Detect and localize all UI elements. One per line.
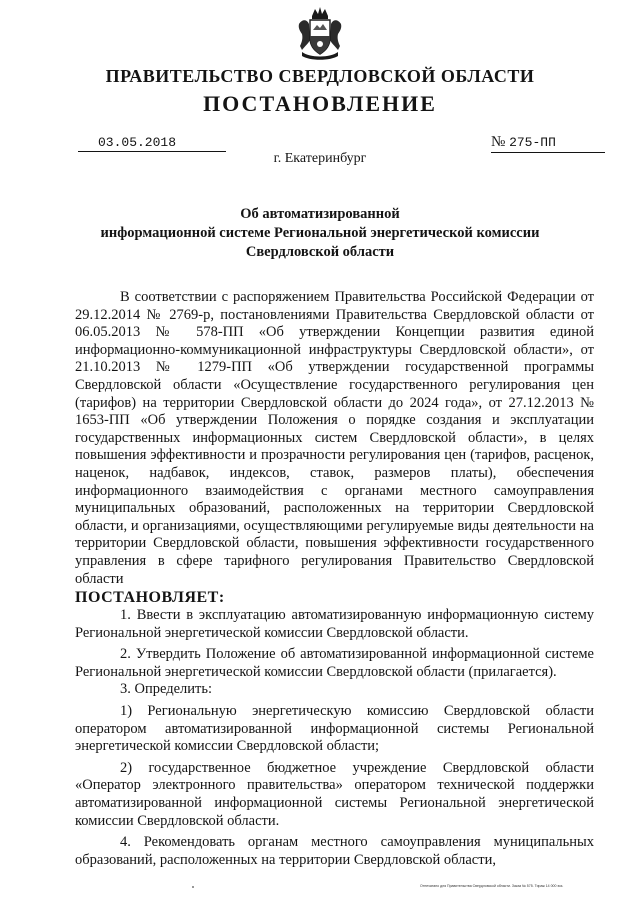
preamble: В соответствии с распоряжением Правительства Российской Федерации от 29.12.2014 № 2769-р, постановлениями Правительства Свердловской области от 06.05.2013 № 578-ПП «Об утверждении Концепции развития единой информационно-коммуникационной инфраструктуры Свердловской области», от 21.10.2013 № 1279-ПП «Об утверждении государственной программы Свердловской области «Осуществление государственного регулирования цен (тарифов) на территории Свердловской области до 2024 года», от 27.12.2013 № 1653-ПП «Об утверждении Положения о порядке создания и эксплуатации государственных информационных систем Свердловской области», в целях повышения эффективности и прозрачности регулирования цен (тарифов, расценок, наценок, надбавок, индексов, ставок, размеров платы), обеспечения информационного взаимодействия с органами местного самоуправления муниципальных образований, расположенных на территории Свердловской области, и организациями, осуществляющими регулируемые виды деятельности на территории Свердловской области, повышения эффективности государственного управления в сфере тарифного регулирования Правительство Свердловской области (75, 289, 594, 587)
list-item: 3. Определить: (120, 681, 213, 698)
title-line: Свердловской области (245, 244, 395, 260)
document-title (80, 205, 560, 262)
decree-heading: ПОСТАНОВЛЯЕТ: (75, 589, 225, 607)
list-item: 1. Ввести в эксплуатацию автоматизированную информационную систему Региональной энергетической комиссии Свердловской области. (75, 607, 594, 641)
document-type: ПОСТАНОВЛЕНИЕ (203, 91, 437, 116)
number-prefix: № (491, 134, 506, 150)
number-value: 275-ПП (509, 135, 556, 150)
coat-of-arms-icon (296, 6, 344, 62)
list-item: 2. Утвердить Положение об автоматизированной информационной системе Региональной энергетической комиссии Свердловской области (прилагается). (75, 646, 594, 680)
document-date: 03.05.2018 (78, 135, 226, 152)
title-line: Об автоматизированной (240, 206, 400, 222)
organization-name: ПРАВИТЕЛЬСТВО СВЕРДЛОВСКОЙ ОБЛАСТИ (105, 66, 535, 86)
title-line: информационной системе Региональной энергетической комиссии (100, 225, 540, 241)
document-body (75, 289, 594, 869)
list-item: 2) государственное бюджетное учреждение Свердловской области «Оператор электронного правительства» оператором технической поддержки автоматизированной информационной системы Региональной энергетической комиссии Свердловской области. (75, 759, 594, 829)
list-item: 4. Рекомендовать органам местного самоуправления муниципальных образований, расположенных на территории Свердловской области, (75, 834, 594, 868)
city: г. Екатеринбург (273, 151, 367, 166)
list-item: 1) Региональную энергетическую комиссию Свердловской области оператором автоматизированной информационной системы Региональной энергетической комиссии Свердловской области; (75, 703, 594, 755)
scan-speck (192, 886, 194, 888)
print-note: Отпечатано для Правительства Свердловской области. Заказ № 575. Тираж 14 000 экз. (420, 884, 564, 888)
